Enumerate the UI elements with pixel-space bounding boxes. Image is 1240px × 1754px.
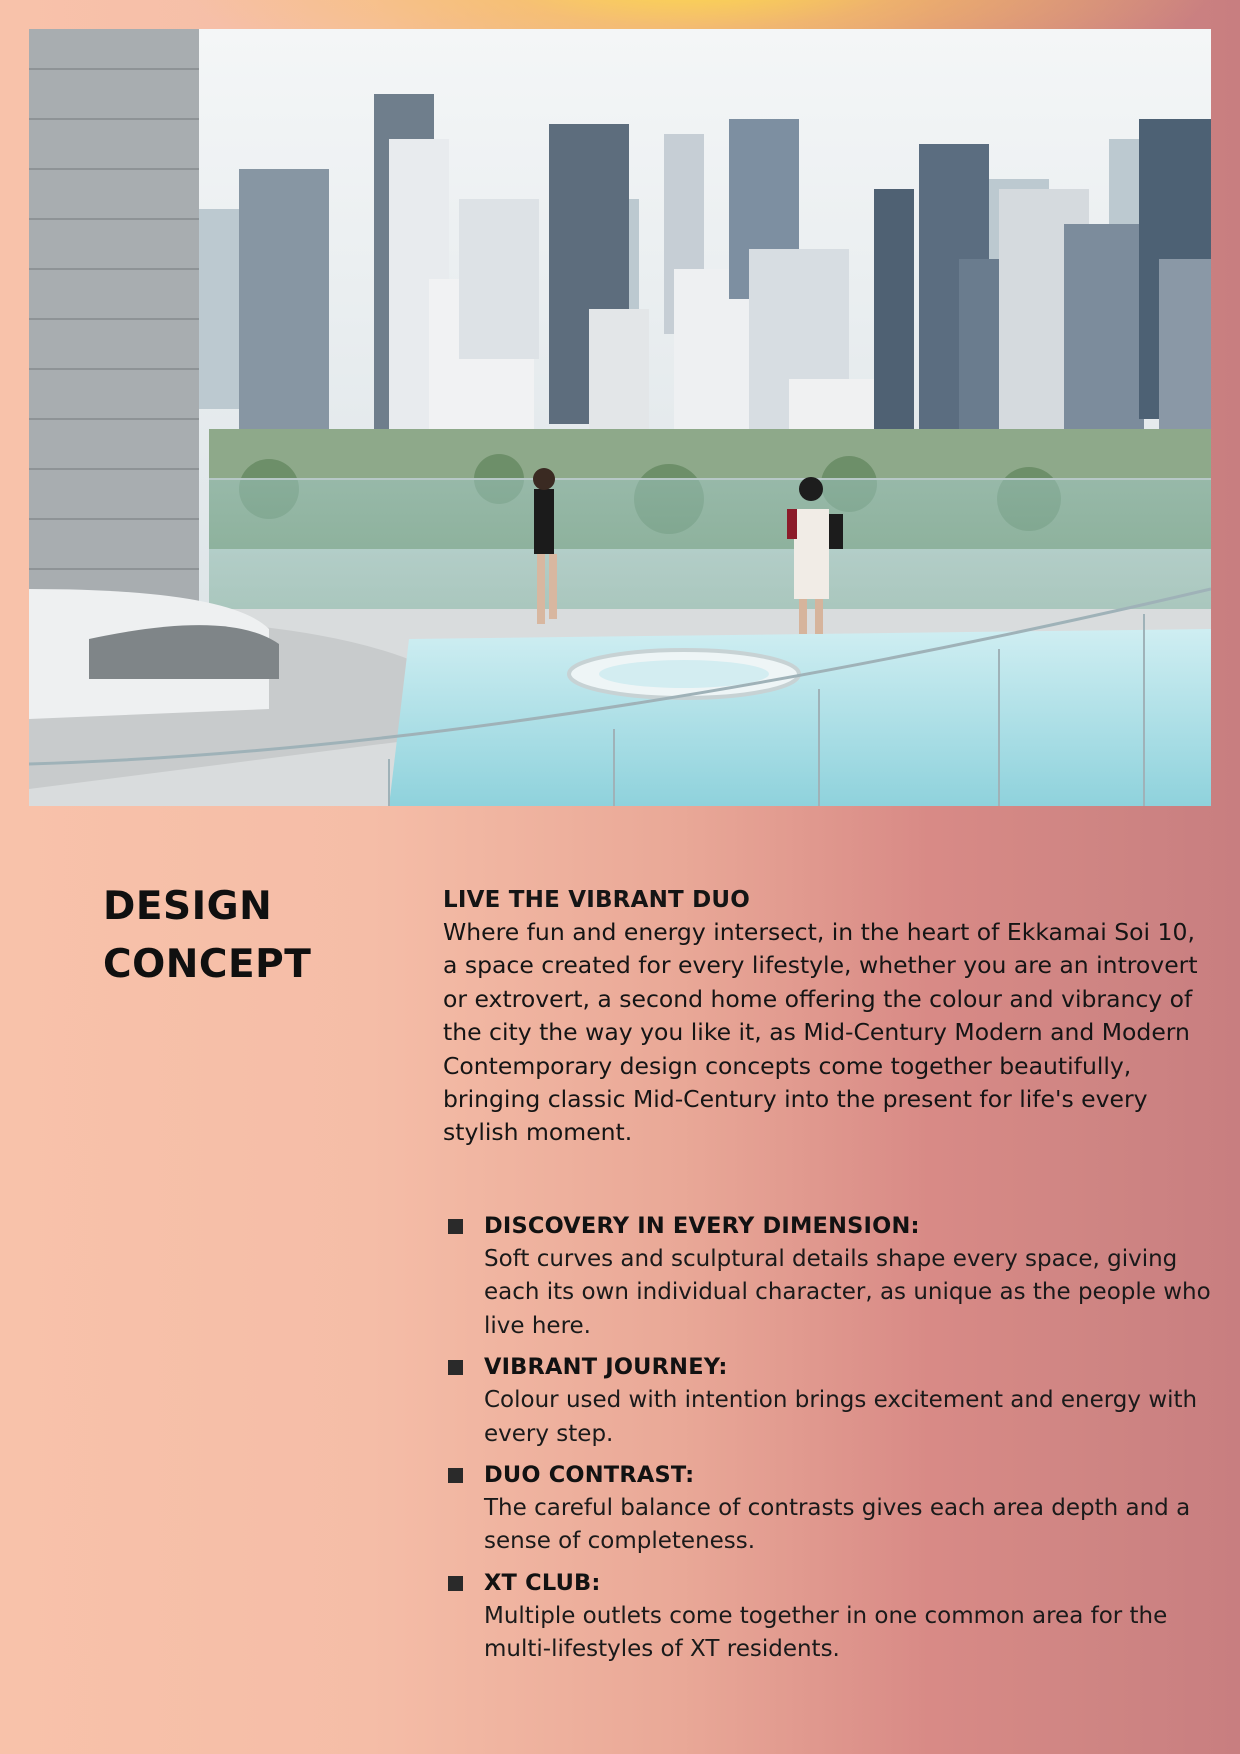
intro-section — [443, 884, 1213, 1150]
rooftop-pool-image — [29, 29, 1211, 806]
feature-description: Soft curves and sculptural details shape every space, giving each its own individual character, as unique as the people who live here. — [484, 1246, 1211, 1339]
square-bullet-icon — [448, 1576, 463, 1591]
page-title — [103, 878, 403, 994]
list-item — [443, 1459, 1213, 1559]
list-item — [443, 1210, 1213, 1343]
feature-title: VIBRANT JOURNEY: — [484, 1354, 728, 1381]
list-item — [443, 1351, 1213, 1451]
square-bullet-icon — [448, 1219, 463, 1234]
hero-photo — [29, 29, 1211, 806]
feature-title: DUO CONTRAST: — [484, 1462, 695, 1489]
feature-title: DISCOVERY IN EVERY DIMENSION: — [484, 1213, 920, 1239]
feature-title: XT CLUB: — [484, 1569, 601, 1596]
page-title-line-1: DESIGN — [103, 884, 273, 929]
list-item — [443, 1567, 1213, 1667]
intro-title: LIVE THE VIBRANT DUO — [443, 887, 751, 913]
feature-description: Colour used with intention brings excitement and energy with every step. — [484, 1387, 1198, 1447]
square-bullet-icon — [448, 1468, 463, 1483]
page-title-line-2: CONCEPT — [103, 942, 312, 987]
feature-list — [443, 1210, 1213, 1675]
feature-description: Multiple outlets come together in one common area for the multi-lifestyles of XT residents. — [484, 1602, 1168, 1663]
square-bullet-icon — [448, 1360, 463, 1375]
intro-paragraph: Where fun and energy intersect, in the heart of Ekkamai Soi 10, a space created for every lifestyle, whether you are an introvert or extrovert, a second home offering the colour and vibrancy of the city the way you like it, as Mid-Century Modern and Modern Contemporary design concepts come together beautifully, bringing classic Mid-Century into the present for life's every stylish moment. — [443, 918, 1198, 1147]
feature-description: The careful balance of contrasts gives each area depth and a sense of completeness. — [484, 1495, 1191, 1555]
